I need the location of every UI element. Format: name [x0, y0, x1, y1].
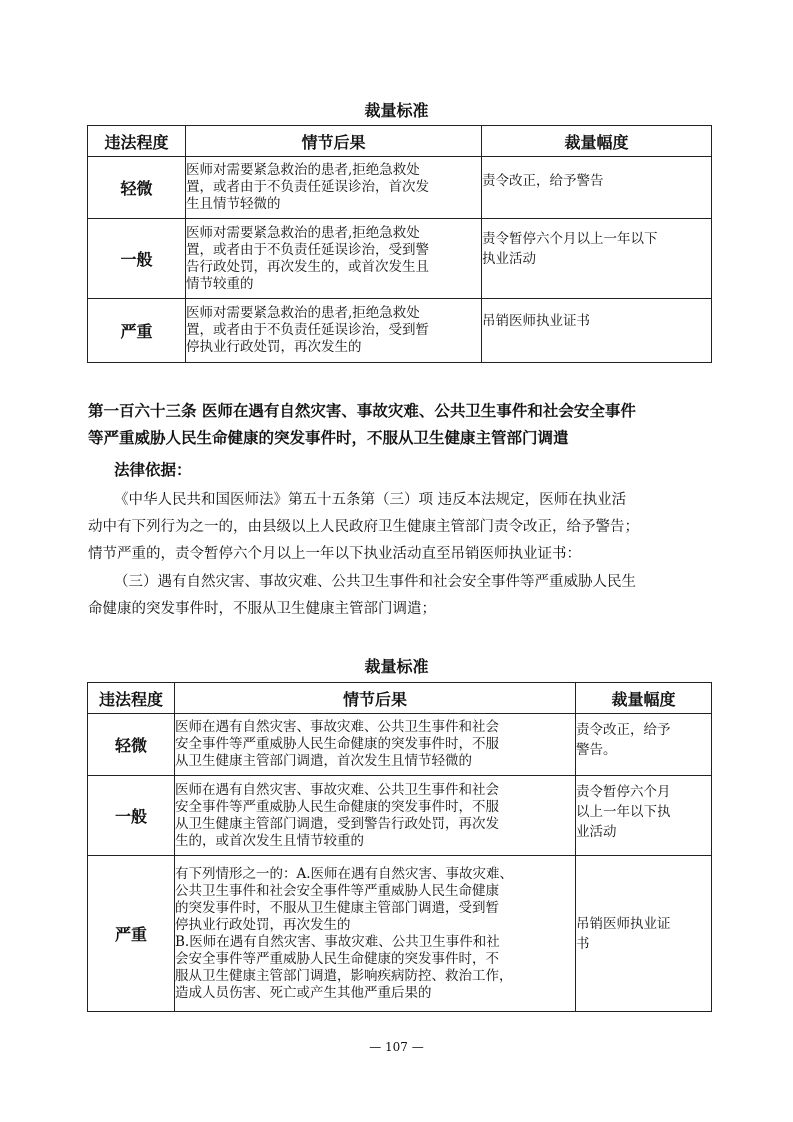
facts-cell: [175, 856, 576, 1012]
paragraph-line: 动中有下列行为之一的，由县级以上人民政府卫生健康主管部门责令改正，给予警告；: [88, 519, 639, 535]
facts-cell: [186, 219, 482, 299]
measure-line: 警告。: [576, 742, 617, 758]
measure-line: 吊销医师执业证书: [482, 313, 590, 329]
facts-line: 生且情节轻微的: [186, 196, 281, 212]
facts-line: 置，或者由于不负责任延误诊治，受到暂: [186, 322, 429, 338]
facts-line: 服从卫生健康主管部门调遣，影响疾病防控、救治工作，: [175, 967, 513, 984]
facts-line: 医师在遇有自然灾害、事故灾难、公共卫生事件和社会: [175, 781, 499, 798]
facts-line: 从卫生健康主管部门调遣，首次发生且情节轻微的: [175, 753, 472, 769]
measure-line: 以上一年以下执: [576, 804, 671, 820]
measure-cell: [482, 219, 712, 299]
facts-line: 医师在遇有自然灾害、事故灾难、公共卫生事件和社会: [175, 719, 499, 735]
measure-line: 责令暂停六个月: [576, 784, 671, 800]
table2-header-row: [88, 683, 712, 714]
table1-header-row: [88, 126, 712, 157]
table2-header-facts: 情节后果: [175, 683, 576, 714]
paragraph-line: 命健康的突发事件时，不服从卫生健康主管部门调遣；: [88, 601, 436, 617]
measure-cell: [576, 714, 712, 776]
facts-line: 医师对需要紧急救治的患者,拒绝急救处: [186, 305, 420, 321]
table-row: [88, 714, 712, 776]
paragraph-line: 《中华人民共和国医师法》第五十五条第（三）项 违反本法规定，医师在执业活: [114, 492, 627, 508]
facts-line: 告行政处罚，再次发生的，或首次发生且: [186, 258, 429, 275]
table2: [87, 682, 712, 1012]
facts-line: 造成人员伤害、死亡或产生其他严重后果的: [175, 984, 432, 1001]
facts-line: 有下列情形之一的：A.医师在遇有自然灾害、事故灾难、: [175, 865, 514, 882]
table1: [87, 125, 712, 363]
measure-line: 责令改正，给予警告: [482, 173, 604, 189]
measure-line: 执业活动: [482, 251, 536, 267]
legal-basis-paragraph-cont: [88, 514, 639, 568]
table-row: [88, 157, 712, 219]
legal-basis-paragraph: [114, 487, 626, 514]
paragraph-line: 情节严重的，责令暂停六个月以上一年以下执业活动直至吊销医师执业证书：: [88, 546, 581, 562]
table-row: [88, 856, 712, 1012]
degree-cell: 轻微: [88, 714, 175, 776]
legal-basis-label: 法律依据：: [114, 461, 192, 479]
measure-cell: [482, 299, 712, 363]
degree-cell: 严重: [88, 299, 186, 363]
measure-line: 业活动: [576, 824, 617, 840]
facts-cell: [175, 776, 576, 856]
measure-cell: [576, 776, 712, 856]
measure-line: 吊销医师执业证: [576, 915, 671, 932]
measure-cell: [576, 856, 712, 1012]
table2-header-degree: 违法程度: [88, 683, 175, 714]
paragraph-line: （三）遇有自然灾害、事故灾难、公共卫生事件和社会安全事件等严重威胁人民生: [114, 574, 636, 590]
page-number: — 107 —: [369, 1040, 424, 1054]
facts-line: 停执业行政处罚，再次发生的: [186, 339, 362, 355]
legal-item-paragraph: [114, 569, 636, 596]
facts-line: B.医师在遇有自然灾害、事故灾难、公共卫生事件和社: [175, 933, 500, 950]
degree-cell: 一般: [88, 219, 186, 299]
facts-line: 安全事件等严重威胁人民生命健康的突发事件时，不服: [175, 736, 499, 752]
table1-caption: 裁量标准: [364, 101, 429, 120]
facts-cell: [175, 714, 576, 776]
facts-line: 的突发事件时，不服从卫生健康主管部门调遣，受到暂: [175, 899, 499, 916]
facts-line: 医师对需要紧急救治的患者,拒绝急救处: [186, 162, 420, 178]
degree-cell: 轻微: [88, 157, 186, 219]
facts-cell: [186, 157, 482, 219]
measure-line: 责令暂停六个月以上一年以下: [482, 231, 658, 247]
facts-line: 会安全事件等严重威胁人民生命健康的突发事件时，不: [175, 950, 499, 967]
facts-line: 停执业行政处罚，再次发生的: [175, 916, 351, 933]
degree-cell: 严重: [88, 856, 175, 1012]
facts-line: 医师对需要紧急救治的患者,拒绝急救处: [186, 224, 420, 241]
facts-line: 公共卫生事件和社会安全事件等严重威胁人民生命健康: [175, 882, 499, 899]
facts-line: 从卫生健康主管部门调遣，受到警告行政处罚，再次发: [175, 815, 499, 832]
article-title: [88, 398, 728, 452]
facts-line: 安全事件等严重威胁人民生命健康的突发事件时，不服: [175, 798, 499, 815]
table1-header-measure: 裁量幅度: [482, 126, 712, 157]
measure-line: 责令改正，给予: [576, 722, 671, 738]
facts-line: 置，或者由于不负责任延误诊治，受到警: [186, 241, 429, 258]
facts-cell: [186, 299, 482, 363]
table-row: [88, 219, 712, 299]
measure-cell: [482, 157, 712, 219]
table2-header-measure: 裁量幅度: [576, 683, 712, 714]
facts-line: 情节较重的: [186, 275, 254, 292]
measure-line: 书: [576, 935, 590, 952]
table1-header-degree: 违法程度: [88, 126, 186, 157]
article-title-line: 第一百六十三条 医师在遇有自然灾害、事故灾难、公共卫生事件和社会安全事件: [88, 402, 636, 420]
facts-line: 生的，或首次发生且情节较重的: [175, 832, 364, 849]
table-row: [88, 776, 712, 856]
table1-header-facts: 情节后果: [186, 126, 482, 157]
table-row: [88, 299, 712, 363]
facts-line: 置，或者由于不负责任延误诊治，首次发: [186, 179, 429, 195]
degree-cell: 一般: [88, 776, 175, 856]
article-title-line: 等严重威胁人民生命健康的突发事件时，不服从卫生健康主管部门调遣: [88, 429, 569, 447]
table2-caption: 裁量标准: [364, 657, 429, 676]
legal-item-paragraph-cont: [88, 596, 436, 623]
